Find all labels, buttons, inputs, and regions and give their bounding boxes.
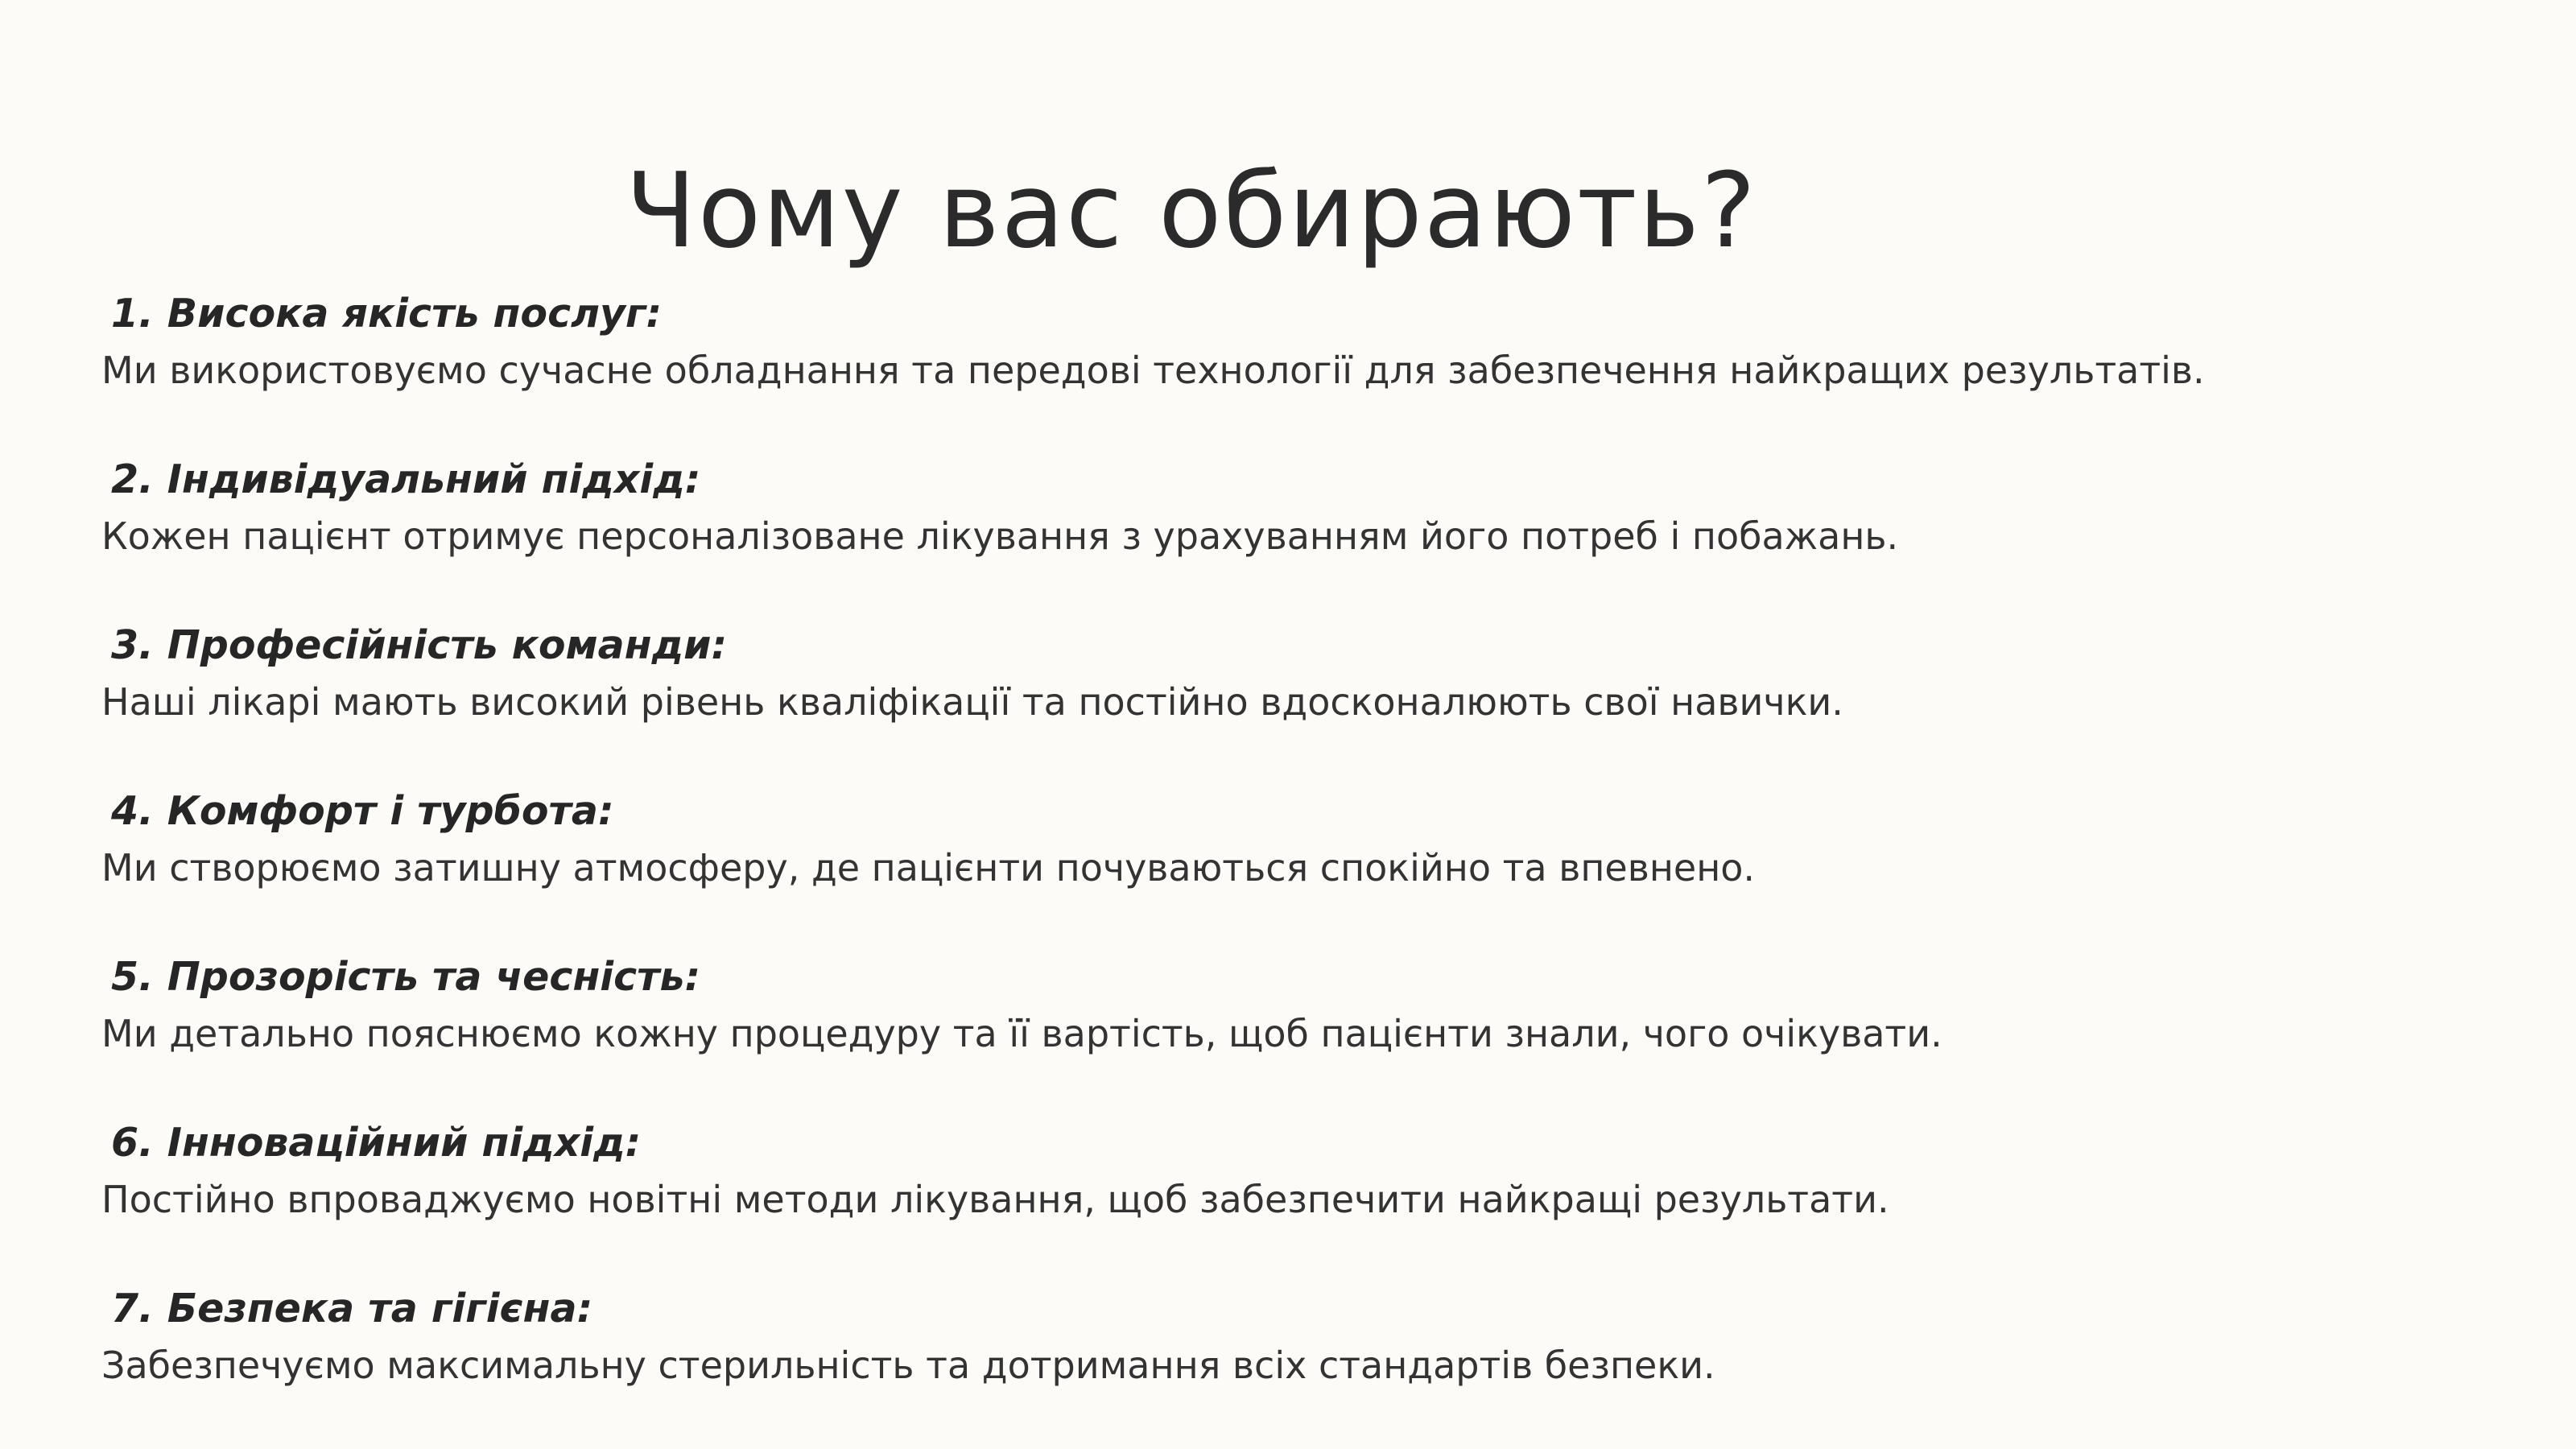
list-item (101, 452, 2516, 617)
list-item (101, 286, 2516, 452)
item-description: Постійно впроваджуємо новітні методи лікування, щоб забезпечити найкращі результати. (101, 1178, 1889, 1221)
list-item (101, 1115, 2516, 1281)
reasons-list (101, 286, 2516, 1447)
item-description: Ми використовуємо сучасне обладнання та передові технології для забезпечення найкращих результатів. (101, 349, 2205, 392)
list-item (101, 783, 2516, 949)
page-title: Чому вас обирають? (625, 151, 1757, 271)
list-item (101, 1281, 2516, 1447)
item-heading: 4. Комфорт і турбота: (111, 788, 614, 834)
item-description: Кожен пацієнт отримує персоналізоване лікування з урахуванням його потреб і побажань. (101, 514, 1899, 558)
item-heading: 1. Висока якість послуг: (111, 291, 663, 336)
item-heading: 7. Безпека та гігієна: (111, 1286, 593, 1331)
item-heading: 2. Індивідуальний підхід: (111, 456, 701, 502)
list-item (101, 617, 2516, 783)
item-description: Ми детально пояснюємо кожну процедуру та її вартість, щоб пацієнти знали, чого очікувати. (101, 1012, 1942, 1055)
item-heading: 5. Прозорість та чесність: (111, 954, 701, 1000)
item-description: Забезпечуємо максимальну стерильність та дотримання всіх стандартів безпеки. (101, 1344, 1715, 1387)
item-heading: 3. Професійність команди: (111, 622, 728, 668)
item-description: Ми створюємо затишну атмосферу, де пацієнти почуваються спокійно та впевнено. (101, 846, 1756, 890)
item-heading: 6. Інноваційний підхід: (111, 1120, 642, 1166)
list-item (101, 949, 2516, 1115)
item-description: Наші лікарі мають високий рівень кваліфікації та постійно вдосконалюють свої навички. (101, 680, 1843, 724)
